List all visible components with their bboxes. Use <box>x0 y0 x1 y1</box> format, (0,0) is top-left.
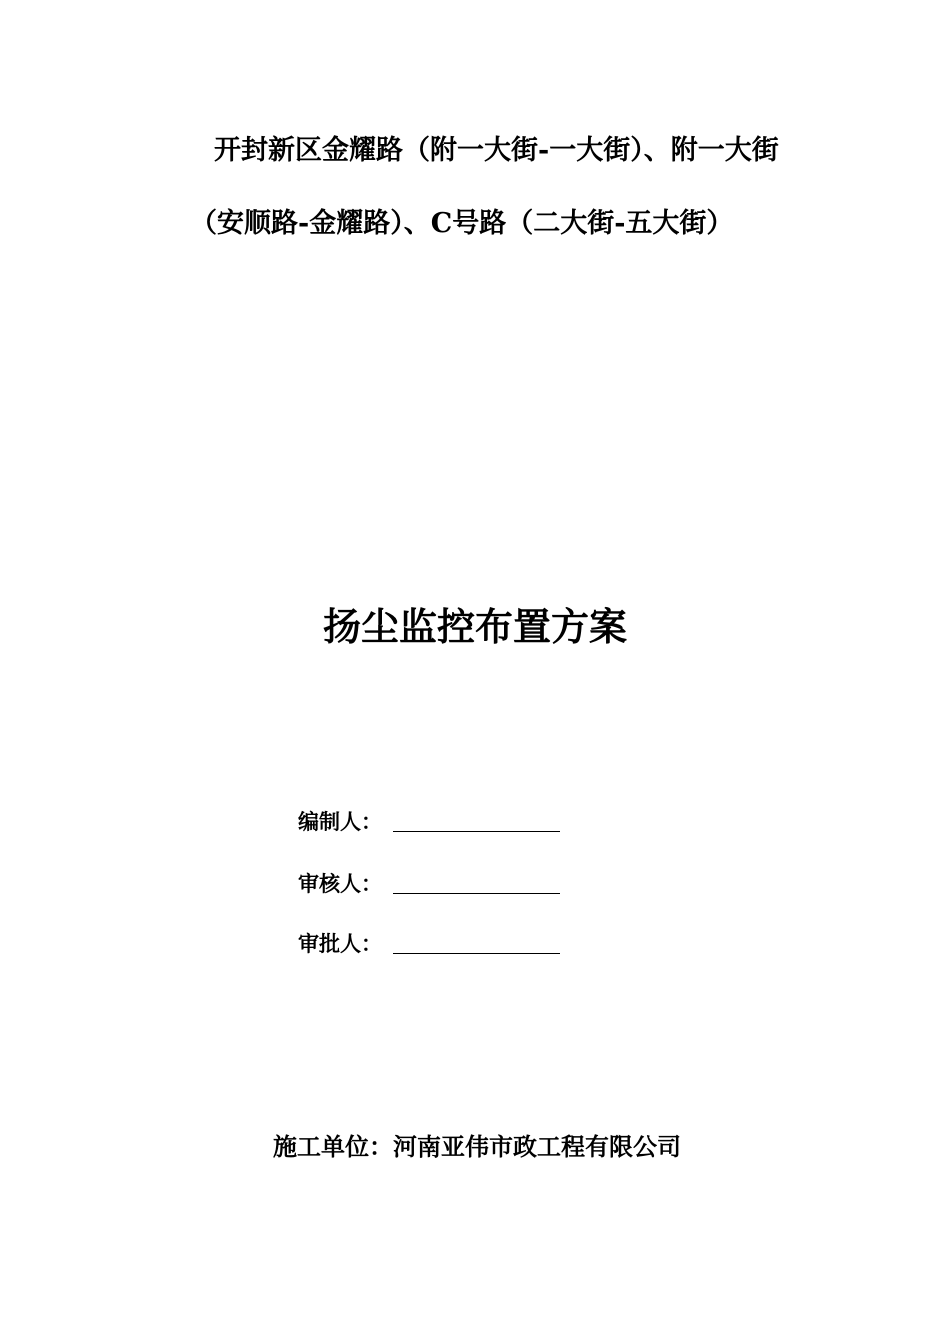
compiler-signature-line <box>393 831 560 832</box>
construction-company: 施工单位：河南亚伟市政工程有限公司 <box>273 1132 681 1161</box>
approver-row <box>298 928 560 958</box>
project-name-line-1: 开封新区金耀路（附一大街-一大街）、附一大街 <box>214 135 779 166</box>
project-name-line-2: （安顺路-金耀路）、C号路（二大街-五大街） <box>190 208 734 239</box>
approver-label: 审批人： <box>298 931 382 956</box>
approver-signature-line <box>393 953 560 954</box>
reviewer-row <box>298 868 560 898</box>
document-title: 扬尘监控布置方案 <box>322 604 627 649</box>
reviewer-signature-line <box>393 893 560 894</box>
compiler-label: 编制人： <box>298 809 382 834</box>
compiler-row <box>298 806 560 836</box>
reviewer-label: 审核人： <box>298 871 382 896</box>
